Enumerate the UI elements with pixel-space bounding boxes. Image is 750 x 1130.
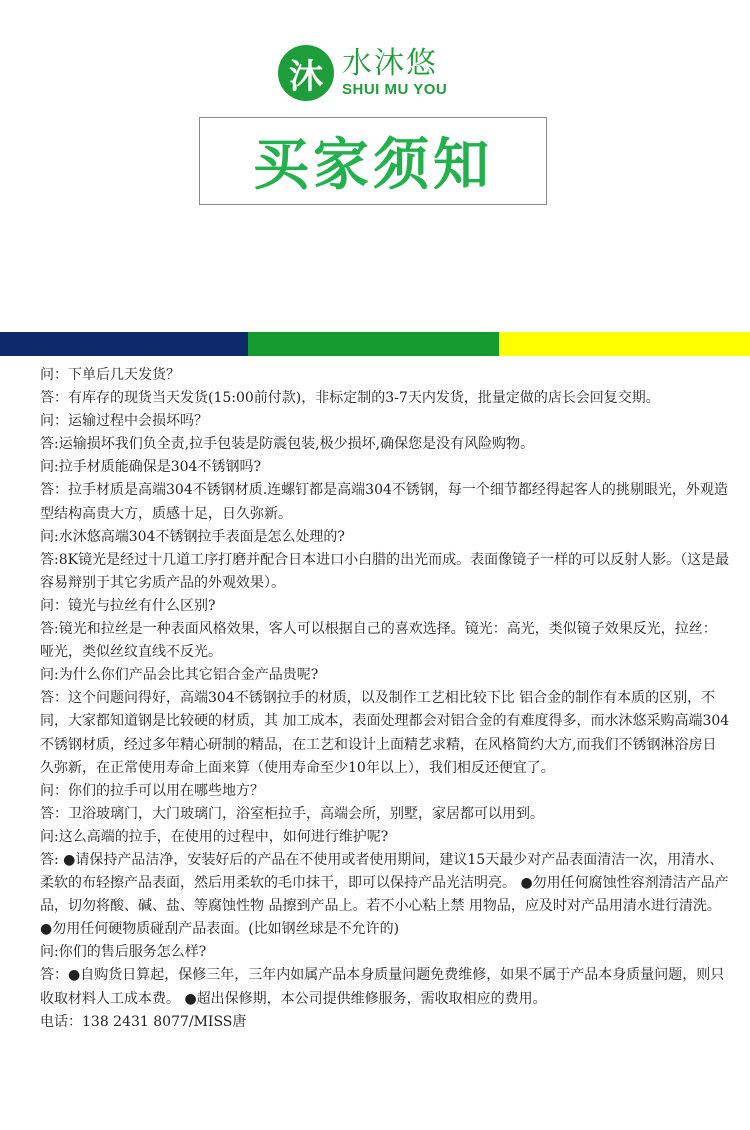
stripe-segment-navy <box>0 332 248 356</box>
faq-answer: 答:8K镜光是经过十几道工序打磨并配合日本进口小白腊的出光而成。表面像镜子一样的可以反射人影。（这是最容易辩别于其它劣质产品的外观效果）。 <box>40 551 730 591</box>
title-banner <box>199 117 547 205</box>
faq-question: 问:水沐悠高端304不锈钢拉手表面是怎么处理的? <box>40 528 345 545</box>
brand-name-cn: 水沐悠 <box>342 46 438 81</box>
page-title: 买家须知 <box>253 133 493 198</box>
faq-item <box>40 410 730 456</box>
faq-question: 问:你们的售后服务怎么样? <box>40 944 207 961</box>
faq-question: 问：运输过程中会损坏吗？ <box>40 413 208 430</box>
brand-logo <box>278 45 447 101</box>
faq-question: 问：镜光与拉丝有什么区别? <box>40 597 216 614</box>
faq-item <box>40 780 730 826</box>
faq-answer: 答: ●请保持产品洁净，安装好后的产品在不使用或者使用期间，建议15天最少对产品表面清洁一次，用清水、柔软的布轻擦产品表面，然后用柔软的毛巾抹干，即可以保持产品光洁明亮。 ●勿用任何腐蚀性容剂清洁产品产品，切勿将酸、碱、盐、等腐蚀性物 品擦到产品上。若不小心粘上禁 用物品，应及时对产品用清水进行清洗。 ●勿用任何硬物质碰刮产品表面。(比如钢丝球是不允许的) <box>40 851 729 938</box>
contact-phone: 电话：138 2431 8077/MISS唐 <box>40 1013 247 1030</box>
faq-answer: 答：●自购货日算起，保修三年，三年内如属产品本身质量问题免费维修，如果不属于产品本身质量问题，则只收取材料人工成本费。 ●超出保修期，本公司提供维修服务，需收取相应的费用。 <box>40 967 725 1007</box>
faq-answer: 答：拉手材质是高端304不锈钢材质.连螺钉都是高端304不锈钢，每一个细节都经得起客人的挑剔眼光，外观造型结构高贵大方，质感十足，日久弥新。 <box>40 482 728 522</box>
stripe-segment-green <box>248 332 499 356</box>
color-stripe <box>0 332 750 356</box>
faq-item <box>40 364 730 410</box>
faq-answer: 答:运输损坏我们负全责,拉手包装是防震包装,极少损坏,确保您是没有风险购物。 <box>40 436 535 453</box>
faq-question: 问：下单后几天发货？ <box>40 367 180 383</box>
faq-question: 问:这么高端的拉手，在使用的过程中，如何进行维护呢? <box>40 828 389 845</box>
faq-item <box>40 456 730 525</box>
brand-name-en: SHUI MU YOU <box>342 81 448 98</box>
faq-item <box>40 664 730 779</box>
faq-question: 问：你们的拉手可以用在哪些地方？ <box>40 782 264 799</box>
faq-list <box>40 364 730 1034</box>
faq-answer: 答：有库存的现货当天发货(15:00前付款)，非标定制的3-7天内发货，批量定做的店长会回复交期。 <box>40 390 660 407</box>
faq-answer: 答：卫浴玻璃门，大门玻璃门，浴室柜拉手，高端会所，别墅，家居都可以用到。 <box>40 805 544 822</box>
faq-question: 问:为什么你们产品会比其它铝合金产品贵呢? <box>40 667 319 684</box>
faq-answer: 答:镜光和拉丝是一种表面风格效果，客人可以根据自己的喜欢选择。镜光：高光，类似镜子效果反光，拉丝：哑光，类似丝纹直线不反光。 <box>40 621 717 661</box>
faq-question: 问:拉手材质能确保是304不锈钢吗? <box>40 459 261 476</box>
faq-item <box>40 595 730 664</box>
brand-name <box>342 47 447 99</box>
faq-item <box>40 826 730 941</box>
brand-logo-icon: 沐 <box>278 45 334 101</box>
stripe-segment-yellow <box>499 332 750 356</box>
faq-item <box>40 526 730 595</box>
faq-item <box>40 941 730 1010</box>
faq-answer: 答：这个问题问得好，高端304不锈钢拉手的材质，以及制作工艺相比较下比 铝合金的制作有本质的区别，不同，大家都知道钢是比较硬的材质，其 加工成本，表面处理都会对铝合金的有难度得多，而水沐悠采购高端304不锈钢材质，经过多年精心研制的精品，在工艺和设计上面精艺求精，在风格简约大方,而我们不锈钢淋浴房日久弥新，在正常使用寿命上面来算（使用寿命至少10年以上），我们相反还便宜了。 <box>40 690 730 776</box>
